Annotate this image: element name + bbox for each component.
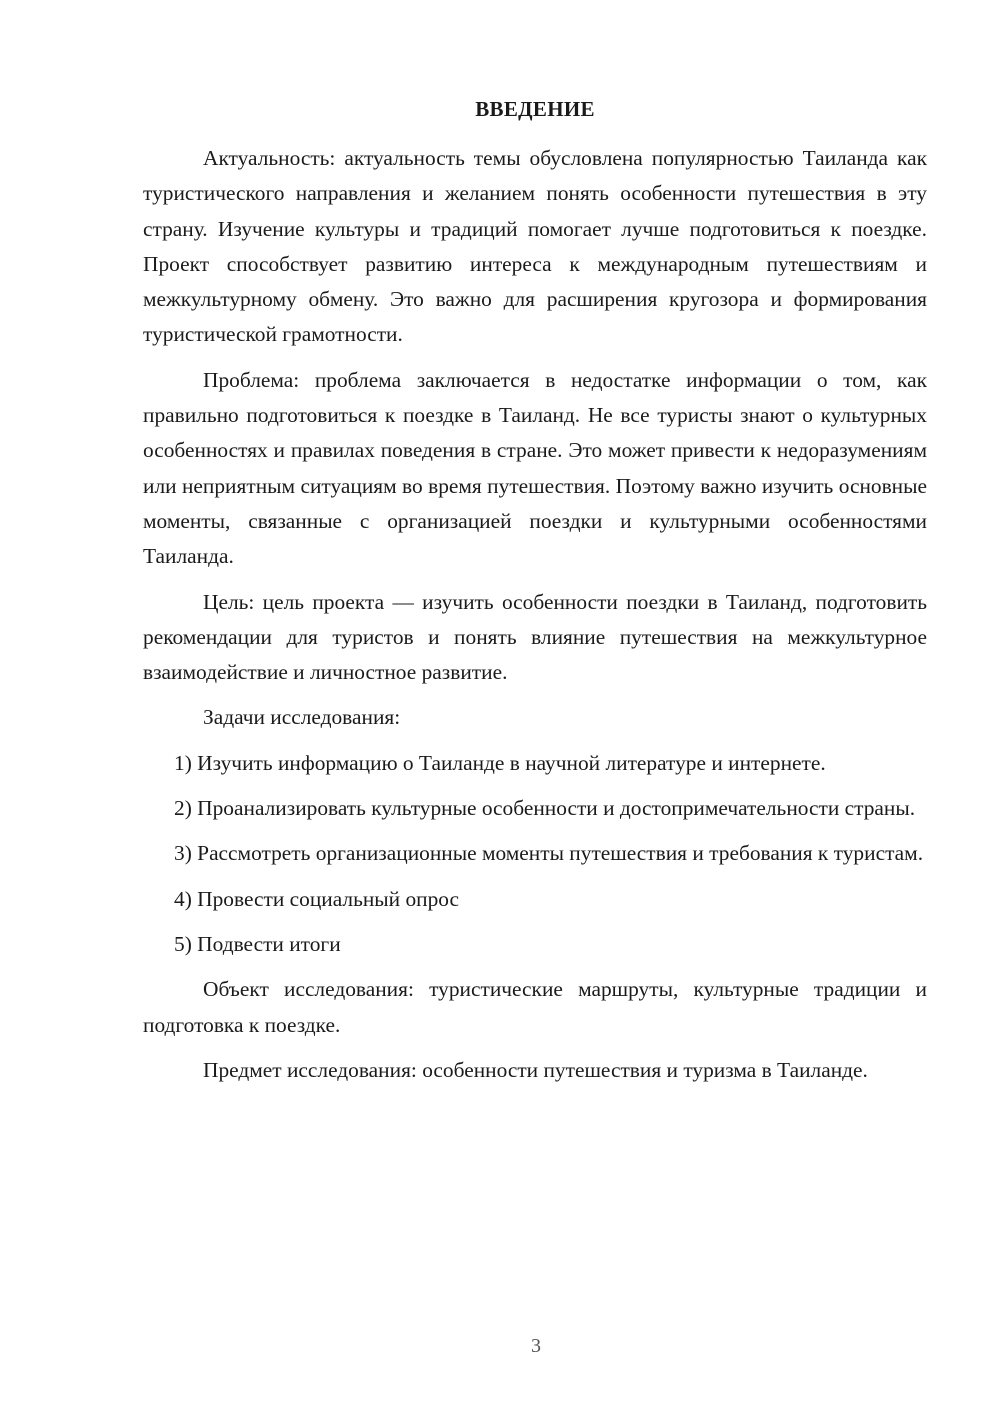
tasks-heading: Задачи исследования:: [203, 705, 401, 730]
task-item: 1) Изучить информацию о Таиланде в научной литературе и интернете.: [174, 750, 826, 775]
document-page: [143, 92, 927, 1098]
relevance-paragraph: Актуальность: актуальность темы обусловлена популярностью Таиланда как туристического направления и желанием понять особенности путешествия в эту страну. Изучение культуры и традиций помогает лучше подготовиться к поездке. Проект способствует развитию интереса к международным путешествиям и межкультурному обмену. Это важно для расширения кругозора и формирования туристической грамотности.: [143, 146, 927, 347]
section-title: ВВЕДЕНИЕ: [475, 97, 595, 121]
task-item: 3) Рассмотреть организационные моменты путешествия и требования к туристам.: [174, 841, 924, 866]
page-number: 3: [531, 1335, 541, 1357]
subject-paragraph: Предмет исследования: особенности путешествия и туризма в Таиланде.: [203, 1057, 868, 1082]
goal-paragraph: Цель: цель проекта — изучить особенности поездки в Таиланд, подготовить рекомендации для туристов и понять влияние путешествия на межкультурное взаимодействие и личностное развитие.: [143, 589, 927, 685]
task-item: 2) Проанализировать культурные особенности и достопримечательности страны.: [174, 796, 916, 821]
task-item: 4) Провести социальный опрос: [174, 886, 460, 911]
object-paragraph: Объект исследования: туристические маршруты, культурные традиции и подготовка к поездке.: [143, 977, 927, 1037]
tasks-list: [143, 746, 927, 962]
task-item: 5) Подвести итоги: [174, 931, 341, 956]
problem-paragraph: Проблема: проблема заключается в недостатке информации о том, как правильно подготовиться к поездке в Таиланд. Не все туристы знают о культурных особенностях и правилах поведения в стране. Это может привести к недоразумениям или неприятным ситуациям во время путешествия. Поэтому важно изучить основные моменты, связанные с организацией поездки и культурными особенностями Таиланда.: [143, 367, 927, 569]
